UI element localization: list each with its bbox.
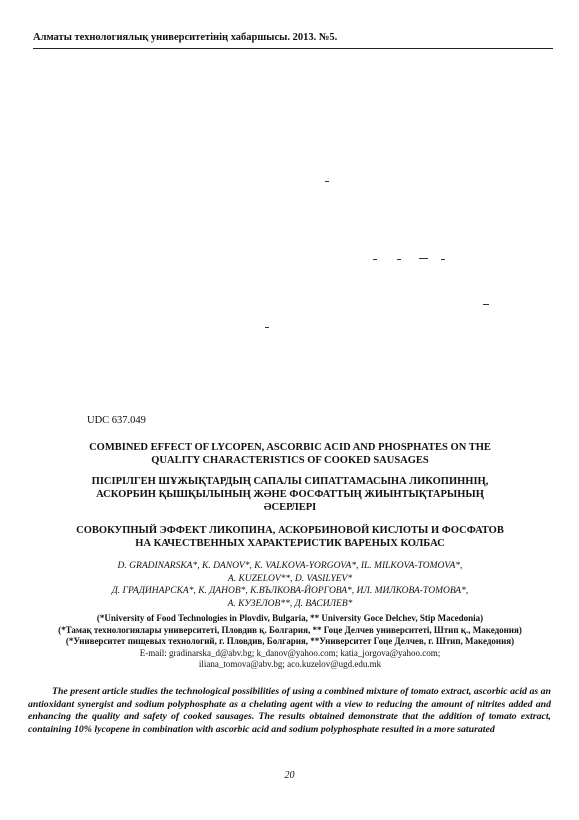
title-russian [40,524,540,550]
page-number: 20 [284,770,295,781]
journal-header: Алматы технологиялық университетінің хабаршысы. 2013. №5. [33,32,338,43]
scan-artifact [419,258,428,259]
email-line: E-mail: gradinarska_d@abv.bg; k_danov@yahoo.com; katia_jorgova@yahoo.com; [139,647,441,658]
author-list [40,560,540,610]
email-line: iliana_tomova@abv.bg; aco.kuzelov@ugd.edu.mk [198,659,382,669]
abstract: The present article studies the technological possibilities of using a combined mixture of tomato extract, ascorbic acid as an antioxidant synergist and sodium polyphosphate as a chelating agent with a view to reducing the amount of nitrites added and enhancing the quality and safety of cooked sausages. The results obtained demonstrate that the addition of tomato extract, containing 10% lycopene in combination with ascorbic acid and sodium polyphosphate resulted in a more saturated [28,686,551,735]
title-kazakh [40,475,540,514]
title-line: НА КАЧЕСТВЕННЫХ ХАРАКТЕРИСТИК ВАРЕНЫХ КОЛБАС [135,538,445,549]
scan-artifact [483,304,489,305]
title-line: АСКОРБИН ҚЫШҚЫЛЫНЫҢ ЖӘНЕ ФОСФАТТЫҢ ЖИЫНТЫҚТАРЫНЫҢ [96,489,484,500]
header-rule [33,48,553,49]
scan-artifact [397,259,401,260]
author-line: А. КУЗЕЛОВ**, Д. ВАСИЛЕВ* [227,598,353,609]
title-line: ӘСЕРЛЕРІ [263,502,317,513]
scan-artifact [373,259,377,260]
author-line: A. KUZELOV**, D. VASILYEV* [227,573,353,584]
scan-artifact [441,259,445,260]
udc-code: UDC 637.049 [87,415,146,426]
affiliation-russian: (*Университет пищевых технологий, г. Пловдив, Болгария, **Университет Гоце Делчев, г. Штип, Македония) [65,636,515,646]
scan-artifact [325,181,329,182]
affiliation-english: (*University of Food Technologies in Plovdiv, Bulgaria, ** University Goce Delchev, Stip Macedonia) [96,613,484,623]
title-english [40,441,540,467]
title-line: ПІСІРІЛГЕН ШҰЖЫҚТАРДЫҢ САПАЛЫ СИПАТТАМАСЫНА ЛИКОПИННІҢ, [91,476,489,487]
scan-artifact [265,327,269,328]
title-line: QUALITY CHARACTERISTICS OF COOKED SAUSAGES [151,455,429,466]
title-line: СОВОКУПНЫЙ ЭФФЕКТ ЛИКОПИНА, АСКОРБИНОВОЙ КИСЛОТЫ И ФОСФАТОВ [76,525,504,536]
affiliations [25,613,555,671]
author-line: Д. ГРАДИНАРСКА*, К. ДАНОВ*, К.ВЪЛКОВА-ЙОРГОВА*, ИЛ. МИЛКОВА-ТОМОВА*, [111,586,469,596]
author-line: D. GRADINARSKA*, K. DANOV*, K. VALKOVA-YORGOVA*, IL. MILKOVA-TOMOVA*, [117,561,463,571]
affiliation-kazakh: (*Тамақ технологиялары университеті, Пловдив қ. Болгария, ** Гоце Делчев университеті, Штип қ., Македония) [58,624,522,635]
title-line: COMBINED EFFECT OF LYCOPEN, ASCORBIC ACID AND PHOSPHATES ON THE [89,442,491,453]
